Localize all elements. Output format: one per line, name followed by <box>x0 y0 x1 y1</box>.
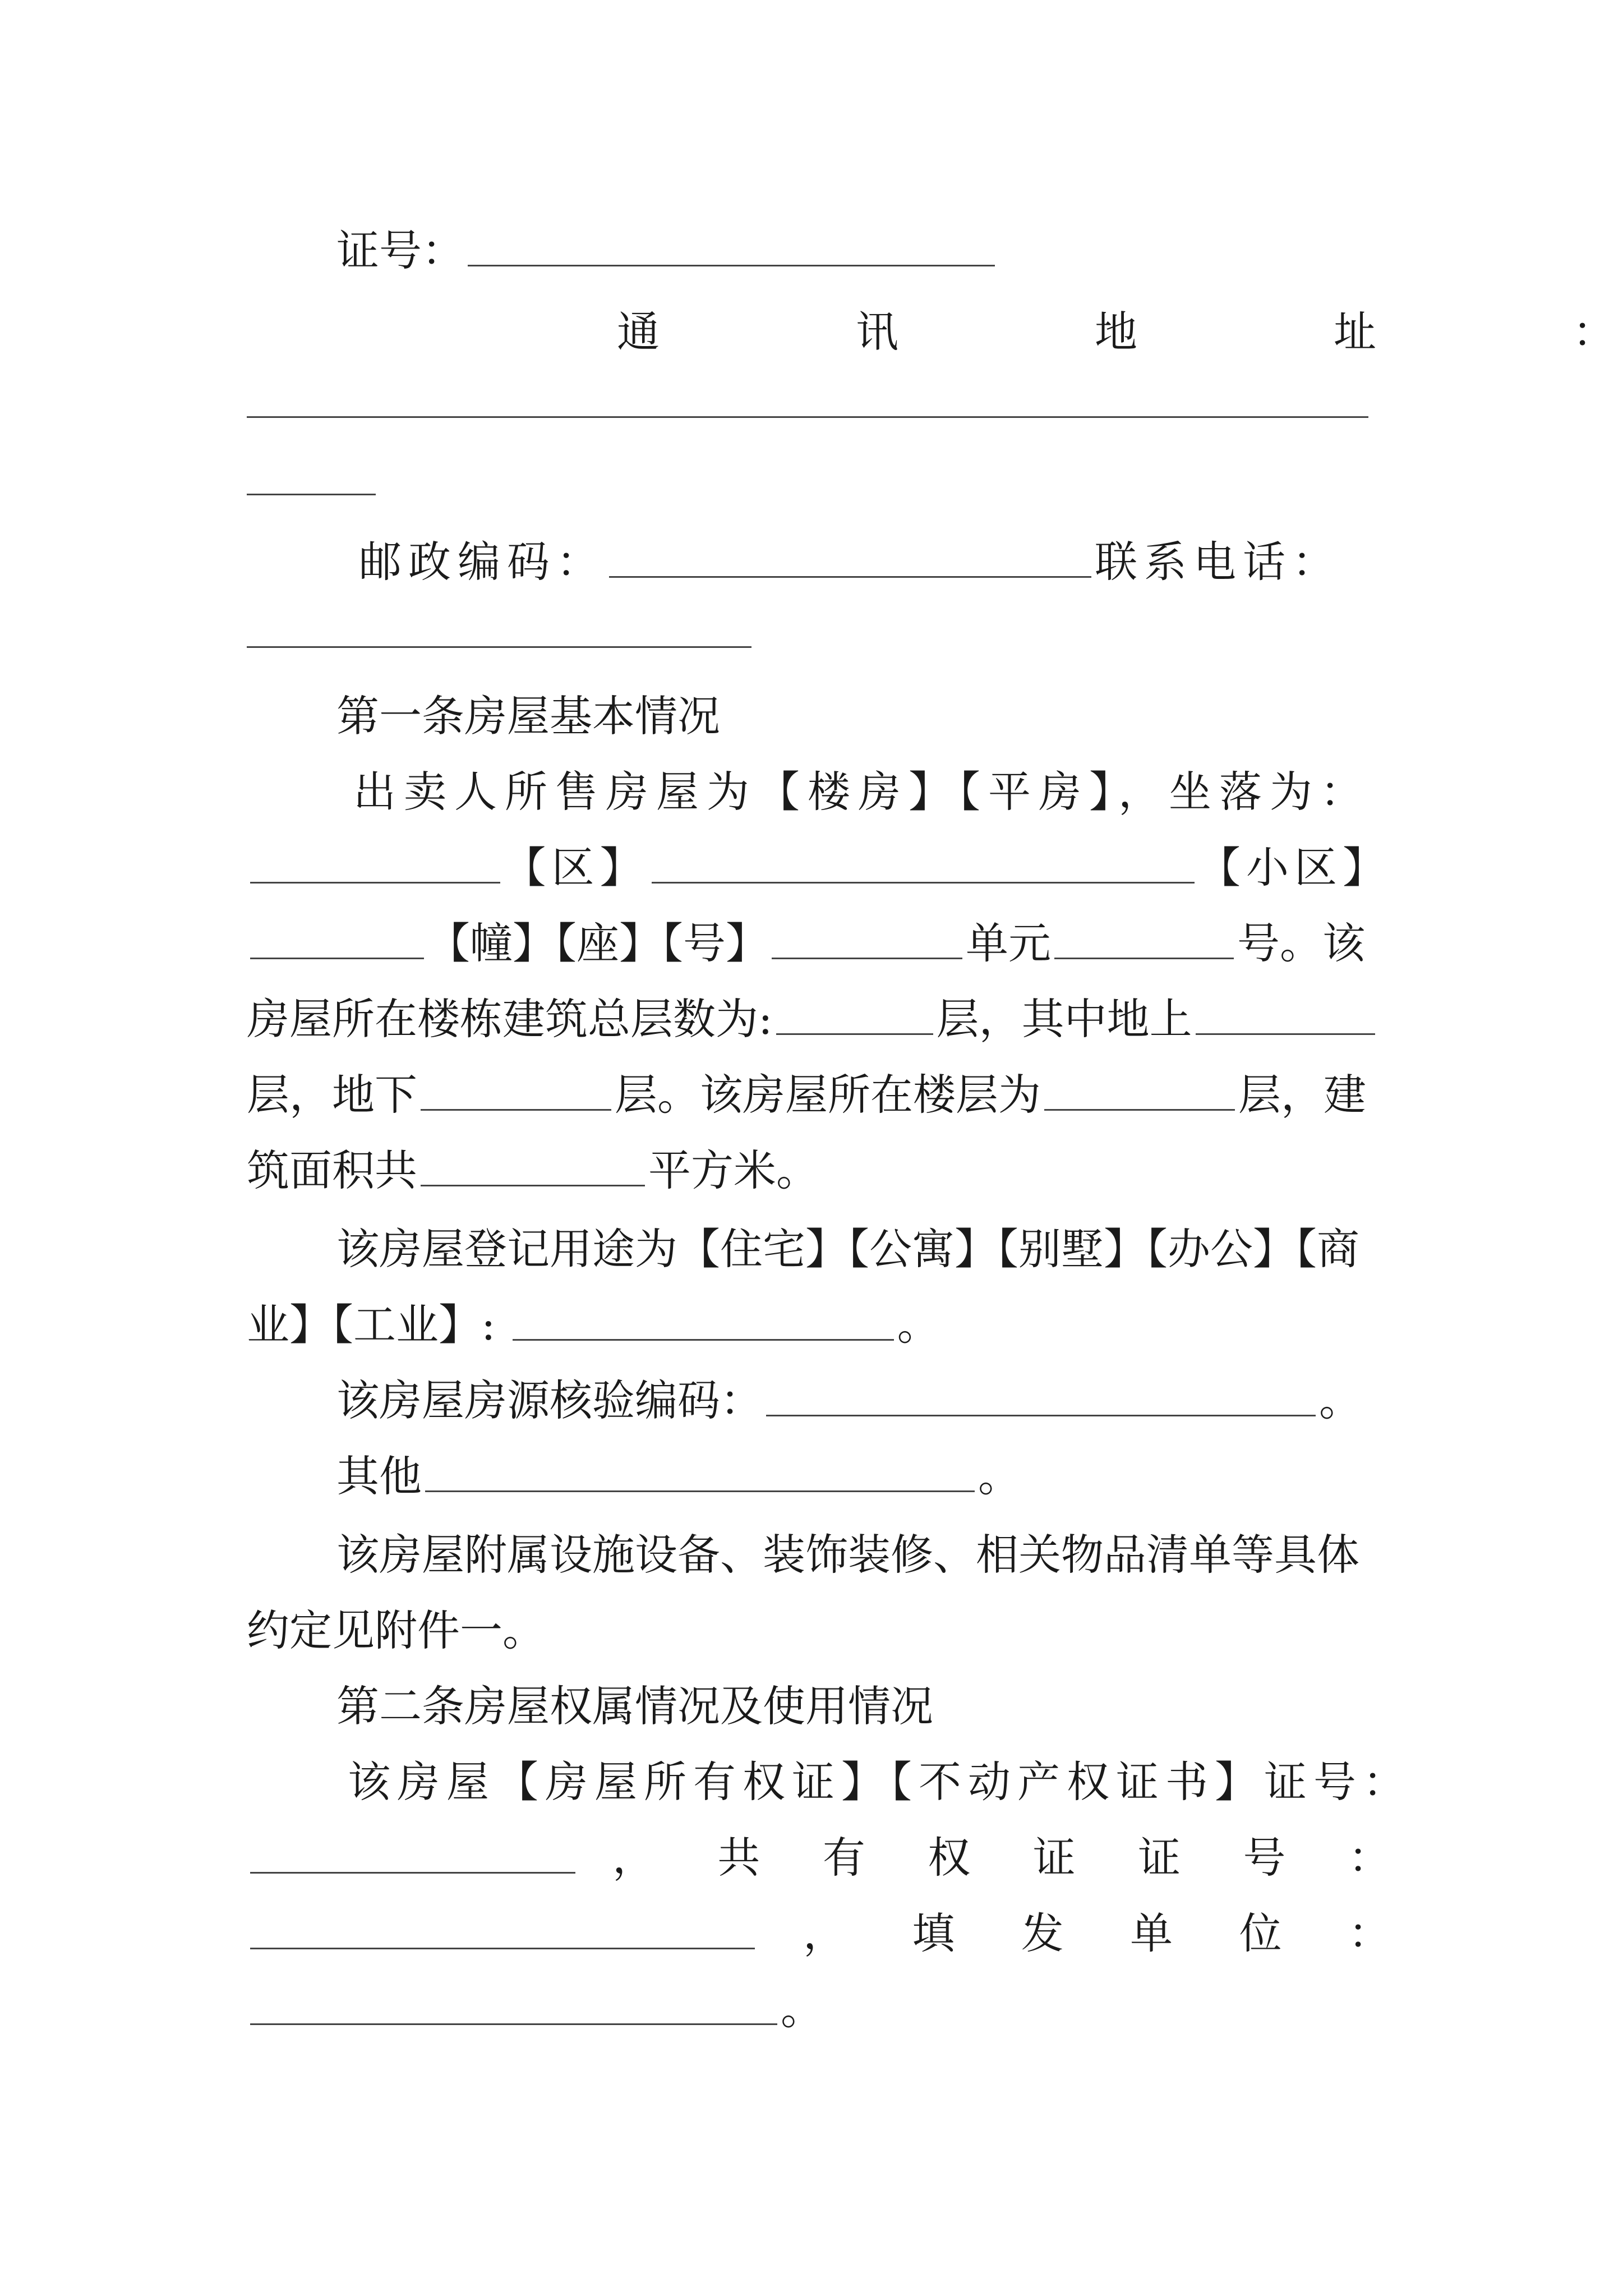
verify-code-line: 该房屋房源核验编码： 。 <box>336 1375 1362 1425</box>
article-2-line-1: 该房屋【房屋所有权证】【不动产权证书】证号： <box>348 1757 1412 1807</box>
cert-number-field[interactable] <box>468 265 995 266</box>
article-1-line-3: 【幢】【座】【号】 单元 号。该 <box>247 898 1391 965</box>
article-2-line-2 <box>247 1812 1391 1883</box>
article-1-title: 第一条房屋基本情况 <box>336 691 720 741</box>
postcode-label: 邮政编码： <box>359 537 606 587</box>
article-2-title: 第二条房屋权属情况及使用情况 <box>336 1681 933 1731</box>
co-owner-cert-field[interactable] <box>250 1948 755 1949</box>
verify-code-field[interactable] <box>766 1415 1316 1416</box>
address-label-line <box>247 286 1615 357</box>
address-field-continued[interactable] <box>247 494 376 495</box>
article-1-line-2: 【区】 【小区】 <box>247 822 1391 889</box>
other-field[interactable] <box>425 1490 975 1492</box>
cert-number-2-field[interactable] <box>250 1872 575 1874</box>
issuer-label: ， 填 发 单 位 ： <box>803 1908 1391 1958</box>
phone-label: 联系电话： <box>1095 537 1341 587</box>
unit-field[interactable] <box>772 958 962 959</box>
floors-above-field[interactable] <box>1196 1033 1375 1035</box>
address-label-char: 地 <box>1095 307 1137 357</box>
usage-line-2: 业】【工业】: 。 <box>247 1300 940 1350</box>
building-field[interactable] <box>250 958 424 959</box>
article-2-line-3 <box>247 1888 1391 1958</box>
article-1-line-1: 出卖人所售房屋为【楼房】【平房】，坐落为： <box>353 767 1371 817</box>
floors-below-field[interactable] <box>421 1109 611 1111</box>
usage-field[interactable] <box>513 1339 894 1341</box>
located-floor-field[interactable] <box>1044 1109 1235 1111</box>
address-label-char: 通 <box>617 307 660 357</box>
room-number-field[interactable] <box>1054 958 1234 959</box>
article-1-line-6: 筑面积共 平方米。 <box>247 1145 819 1195</box>
article-2-line-4: 。 <box>247 1963 1391 2031</box>
attachment-line-1: 该房屋附属设施设备、装饰装修、相关物品清单等具体 <box>336 1530 1359 1580</box>
attachment-line-2: 约定见附件一。 <box>247 1605 545 1655</box>
address-label-char: 讯 <box>856 307 898 357</box>
issuer-field[interactable] <box>250 2023 777 2025</box>
address-label-char: 址 <box>1334 307 1376 357</box>
cert-number-label: 证号： <box>336 226 464 275</box>
community-field[interactable] <box>652 882 1195 884</box>
total-floors-field[interactable] <box>776 1033 933 1035</box>
cert-number-line <box>247 205 1391 275</box>
article-1-line-5: 层，地下 层。该房屋所在楼层为 层，建 <box>247 1070 1366 1120</box>
phone-field[interactable] <box>247 646 751 648</box>
floor-area-field[interactable] <box>421 1185 645 1186</box>
address-label-char: ： <box>1573 307 1615 357</box>
district-field[interactable] <box>250 882 500 884</box>
other-line: 其他 。 <box>336 1451 1021 1501</box>
usage-line-1: 该房屋登记用途为【住宅】【公寓】【别墅】【办公】【商 <box>336 1224 1359 1274</box>
article-1-line-4: 房屋所在楼栋建筑总层数为: 层，其中地上 <box>247 973 1391 1041</box>
postcode-field[interactable] <box>609 576 1091 578</box>
address-field[interactable] <box>247 416 1368 418</box>
postcode-phone-line <box>247 516 1391 587</box>
co-owner-cert-label: ， 共 有 权 证 证 号 ： <box>612 1833 1391 1883</box>
